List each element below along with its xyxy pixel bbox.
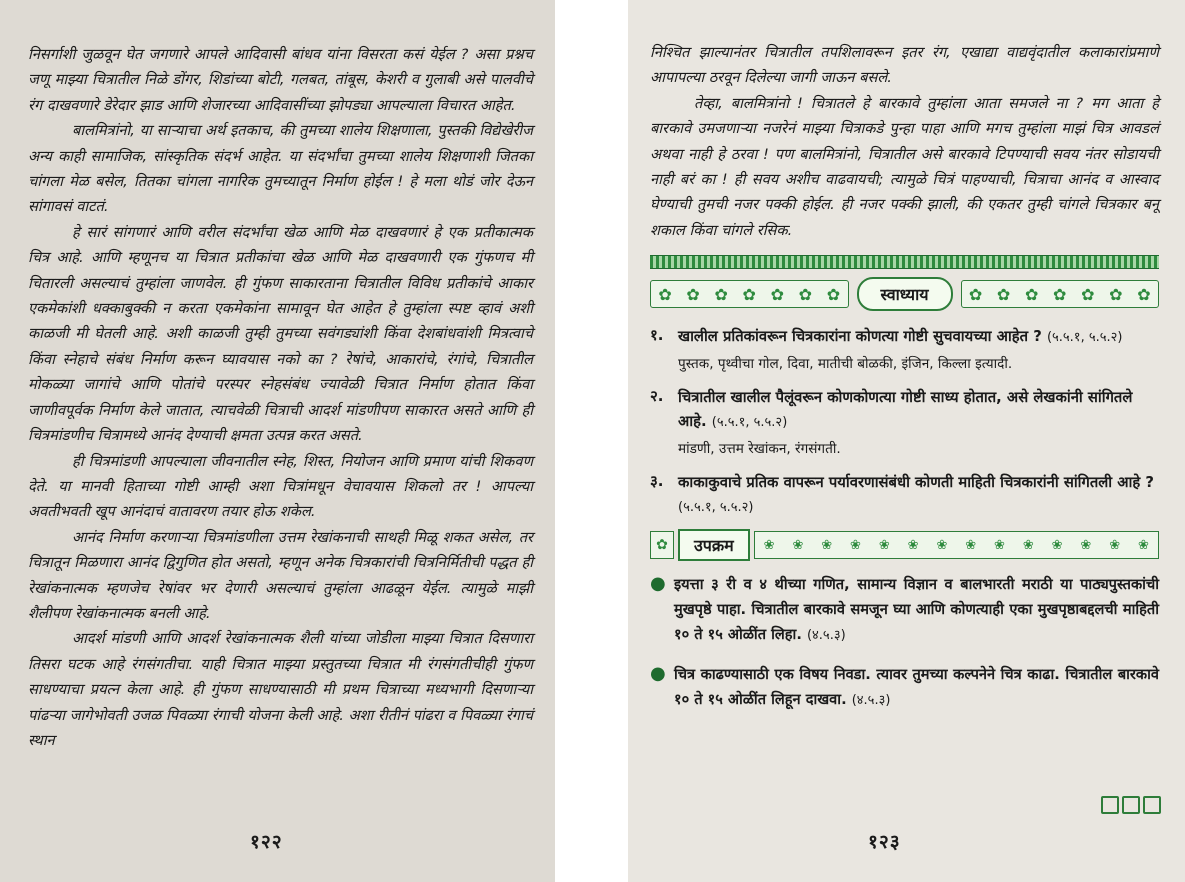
activity-text: चित्र काढण्यासाठी एक विषय निवडा. त्यावर तुमच्या कल्पनेने चित्र काढा. चित्रातील बारकावे १० ते १५ ओळींत लिहून दाखवा. <box>674 666 1159 709</box>
page-gutter <box>555 0 628 882</box>
flower-icon: ✿ <box>826 284 841 304</box>
question-ref: (५.५.१, ५.५.२) <box>1046 330 1123 346</box>
right-paragraph: निश्चित झाल्यानंतर चित्रातील तपशिलावरून इतर रंग, एखाद्या वाद्यवृंदातील कलाकारांप्रमाणे आपापल्या ठरवून दिलेल्या जागी जाऊन बसले. <box>650 44 1159 87</box>
question-text: खालील प्रतिकांवरून चित्रकारांना कोणत्या गोष्टी सुचवायच्या आहेत ? <box>678 328 1042 346</box>
left-paragraph: हे सारं सांगणारं आणि वरील संदर्भांचा खेळ आणि मेळ दाखवणारं हे एक प्रतीकात्मक चित्र आहे. आणि म्हणूनच या चित्रात प्रतीकांचा खेळ आणि मेळ दाखवणारी एक गुंफणच मी चितारली असल्याचं तुम्हांला जाणवेल. ही गुंफण साकारताना चित्रातील विविध प्रतीकांचे आकार एकमेकांशी धक्काबुक्की न करता एकमेकांना सामावून घेत आहेत हे तुम्हांला स्पष्ट व्हावं अशी काळजी मी घेतली आहे. अशी काळजी तुम्ही तुमच्या सवंगड्यांशी किंवा देशबांधवांशी मित्रत्वाचे किंवा स्नेहाचे संबंध निर्माण करून घ्यावयास नको का ? रेषांचे, आकारांचे, रंगांचे, चित्रातील मोकळ्या जागांचे आणि पोतांचे परस्पर स्नेहसंबंध ज्यावेळी चित्रात निर्माण होतात किंवा जाणीवपूर्वक निर्माण केले जातात, त्याचवेळी चित्राची आदर्श मांडणीपण साकारत असते आणि ही चित्रमांडणीच चित्रामध्ये आनंद देण्याची क्षमता उत्पन्न करत असते. <box>28 223 533 445</box>
divider-rule <box>650 255 1159 269</box>
flower-icon: ✿ <box>742 284 756 304</box>
bullet-dot-icon: ● <box>650 663 666 685</box>
flower-icon: ❀ <box>965 537 977 553</box>
question-number: ३. <box>650 472 664 491</box>
end-box-icon <box>1122 796 1140 814</box>
end-box-icon <box>1143 796 1161 814</box>
flower-border <box>754 531 1159 559</box>
flower-icon: ❀ <box>850 537 861 553</box>
question-number: १. <box>650 326 664 345</box>
flower-icon: ✿ <box>1081 284 1095 304</box>
left-paragraph: ही चित्रमांडणी आपल्याला जीवनातील स्नेह, शिस्त, नियोजन आणि प्रमाण यांची शिकवण देते. या मानवी हिताच्या गोष्टी आम्ही अशा चित्रांमधून वेचावयास शिकलो तर ! आपल्या अवतीभवती खूप आनंदाचं वातावरण तयार होऊ शकेल. <box>28 452 533 521</box>
flower-icon: ✿ <box>1109 284 1123 304</box>
activity-item <box>650 662 1159 713</box>
question-number: २. <box>650 387 664 406</box>
flower-icon: ❀ <box>994 537 1005 553</box>
swadhyay-label: स्वाध्याय <box>857 277 953 311</box>
flower-border-left <box>650 280 849 308</box>
end-box-icon <box>1101 796 1119 814</box>
flower-icon: ✿ <box>798 284 813 304</box>
question-answer: मांडणी, उत्तम रेखांकन, रंगसंगती. <box>678 441 841 458</box>
right-paragraph: तेव्हा, बालमित्रांनो ! चित्रातले हे बारकावे तुम्हांला आता समजले ना ? मग आता हे बारकावे उमजणाऱ्या नजरेनं माझ्या चित्राकडे पुन्हा पाहा आणि मगच तुम्हांला माझं चित्र आवडलं अथवा नाही हे ठरवा ! पण बालमित्रांनो, चित्रातील असे बारकावे टिपण्याची सवय नंतर सोडायची नाही बरं का ! ही सवय अशीच वाढवायची; त्यामुळे चित्रं पाहण्याची, चित्राचा आनंद व आस्वाद घेण्याची तुमची नजर पक्की होईल. ही नजर पक्की झाली, की एकतर तुम्ही चांगले चित्रकार बनू शकाल किंवा चांगले रसिक. <box>650 94 1159 239</box>
flower-icon: ✿ <box>1024 284 1039 304</box>
left-paragraph: आदर्श मांडणी आणि आदर्श रेखांकनात्मक शैली यांच्या जोडीला माझ्या चित्रात दिसणारा तिसरा घटक आहे रंगसंगतीचा. याही चित्रात माझ्या प्रस्तुतच्या चित्रात मी रंगसंगतीचीही गुंफण साधण्याचा प्रयत्न केला आहे. ही गुंफण साधण्यासाठी मी प्रथम चित्राच्या मध्यभागी दिसणाऱ्या पांढऱ्या जागेभोवती उजळ पिवळ्या रंगाची योजना केली आहे. अशा रीतीनं पांढरा व पिवळ्या रंगाचं स्थान <box>28 630 533 749</box>
flower-icon: ✿ <box>1137 284 1151 304</box>
upakram-header <box>650 530 1159 560</box>
flower-icon: ❀ <box>936 537 948 553</box>
activity-item <box>650 572 1159 648</box>
flower-icon: ❀ <box>792 537 804 553</box>
flower-icon: ❀ <box>1080 537 1092 553</box>
question-item <box>650 471 1159 520</box>
flower-icon: ✿ <box>996 284 1011 304</box>
flower-icon: ❀ <box>1051 537 1063 553</box>
left-paragraph: बालमित्रांनो, या साऱ्याचा अर्थ इतकाच, की तुमच्या शालेय शिक्षणाला, पुस्तकी विद्येखेरीज अन्य काही सामाजिक, सांस्कृतिक संदर्भ आहेत. या संदर्भांचा तुमच्या शालेय शिक्षणाशी जितका चांगला मेळ बसेल, तितका चांगला नागरिक तुमच्यातून निर्माण होईल ! हे मला थोडं जोर देऊन सांगावसं वाटतं. <box>28 122 533 216</box>
question-text: काकाकुवाचे प्रतिक वापरून पर्यावरणासंबंधी कोणती माहिती चित्रकारांनी सांगितली आहे ? <box>678 474 1154 492</box>
flower-icon: ✿ <box>650 531 674 559</box>
flower-icon: ✿ <box>968 284 983 304</box>
page-number-left: १२२ <box>250 831 283 853</box>
right-page <box>628 0 1185 882</box>
flower-icon: ❀ <box>1022 537 1034 553</box>
flower-icon: ✿ <box>1053 284 1067 304</box>
question-answer: पुस्तक, पृथ्वीचा गोल, दिवा, मातीची बोळकी, इंजिन, किल्ला इत्यादी. <box>678 356 1013 373</box>
flower-icon: ❀ <box>763 537 775 553</box>
flower-icon: ✿ <box>658 284 672 304</box>
flower-icon: ❀ <box>907 537 919 553</box>
left-paragraph: निसर्गाशी जुळवून घेत जगणारे आपले आदिवासी बांधव यांना विसरता कसं येईल ? असा प्रश्नच जणू माझ्या चित्रातील निळे डोंगर, शिडांच्या बोटी, गलबत, तांबूस, केशरी व गुलाबी असे पालवीचे रंग दाखवणारे डेरेदार झाड आणि शेजारच्या आदिवासींच्या झोपड्या आपल्याला विचारत आहेत. <box>28 46 533 114</box>
question-ref: (५.५.१, ५.५.२) <box>678 500 754 516</box>
flower-icon: ❀ <box>1138 537 1149 553</box>
bullet-dot-icon: ● <box>650 573 666 595</box>
end-marker <box>1101 796 1161 814</box>
activity-ref: (४.५.३) <box>806 628 846 644</box>
question-text: चित्रातील खालील पैलूंवरून कोणकोणत्या गोष्टी साध्य होतात, असे लेखकांनी सांगितले आहे. <box>678 389 1133 431</box>
question-item <box>650 386 1159 461</box>
upakram-label: उपक्रम <box>678 529 750 561</box>
flower-icon: ✿ <box>770 284 784 304</box>
left-page <box>0 0 555 882</box>
flower-icon: ❀ <box>821 537 833 553</box>
question-ref: (५.५.१, ५.५.२) <box>711 415 788 431</box>
flower-icon: ❀ <box>878 537 890 553</box>
activity-text: इयत्ता ३ री व ४ थीच्या गणित, सामान्य विज्ञान व बालभारती मराठी या पाठ्यपुस्तकांची मुखपृष्ठे पाहा. चित्रातील बारकावे समजून घ्या आणि कोणत्याही एका मुखपृष्ठाबद्दलची माहिती १० ते १५ ओळींत लिहा. <box>674 576 1159 644</box>
activity-ref: (४.५.३) <box>851 693 891 709</box>
question-item <box>650 325 1159 376</box>
swadhyay-header <box>650 277 1159 311</box>
page-number-right: १२३ <box>868 831 901 853</box>
flower-border-right <box>961 280 1160 308</box>
flower-icon: ❀ <box>1109 537 1121 553</box>
left-paragraph: आनंद निर्माण करणाऱ्या चित्रमांडणीला उत्तम रेखांकनाची साथही मिळू शकत असेल, तर चित्रातून मिळणारा आनंद द्विगुणित होत असतो, म्हणून अनेक चित्रकारांची चित्रनिर्मितीची पद्धत ही रेखांकनात्मक म्हणजेच रेषांवर भर देणारी असल्याचं तुम्हांला आढळून येईल. त्यामुळे माझी शैलीपण रेखांकनात्मक बनली आहे. <box>28 528 533 622</box>
flower-icon: ✿ <box>714 284 728 304</box>
flower-icon: ✿ <box>686 284 700 304</box>
